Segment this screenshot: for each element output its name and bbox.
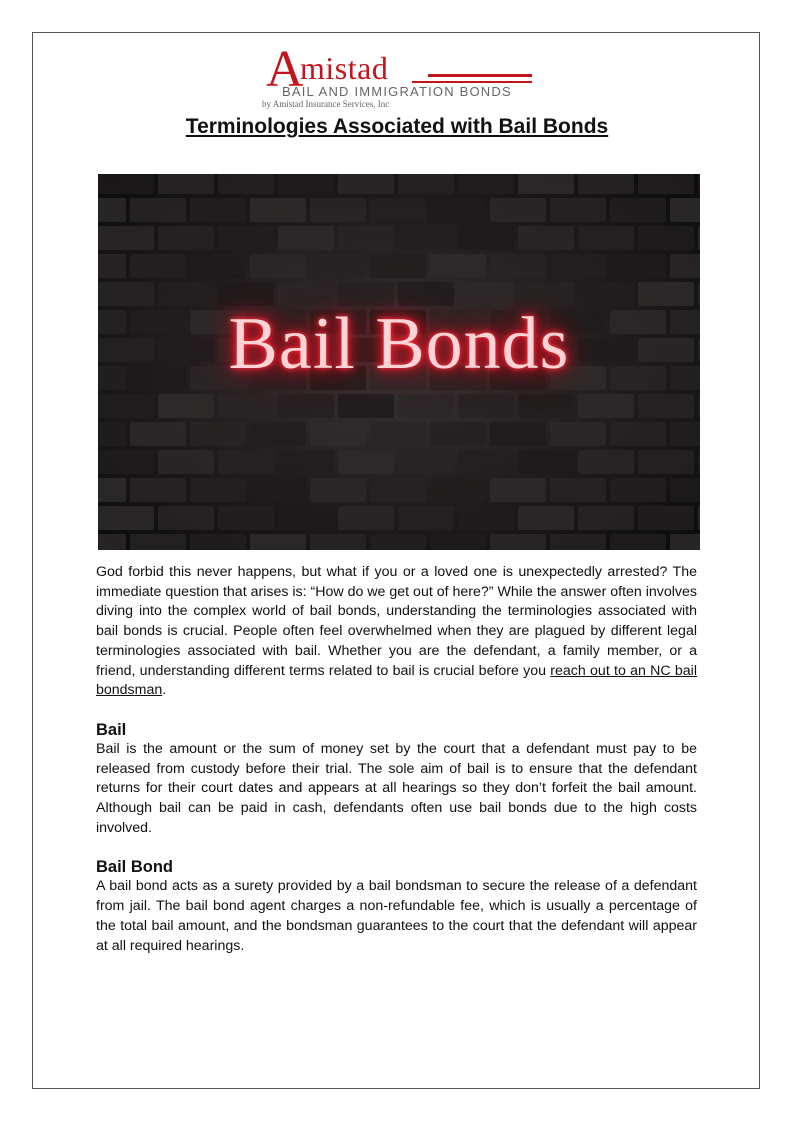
brick [550,254,606,278]
brick [490,254,546,278]
brick [398,506,454,530]
brick [370,422,426,446]
brick [370,198,426,222]
brick [98,198,126,222]
brick [458,394,514,418]
brick [578,450,634,474]
brick [490,422,546,446]
brick [158,226,214,250]
logo-subtitle: BAIL AND IMMIGRATION BONDS [282,84,512,99]
brick [578,394,634,418]
brick [158,450,214,474]
brick [310,534,366,550]
brick [698,226,700,250]
brick [190,534,246,550]
brick [578,506,634,530]
brick [698,174,700,194]
brick [398,450,454,474]
brick [370,478,426,502]
brick [670,422,700,446]
brick [190,422,246,446]
brick [218,226,274,250]
brick [518,226,574,250]
brick [638,394,694,418]
brick [310,422,366,446]
brick [190,478,246,502]
brick [98,534,126,550]
article-body [96,563,697,956]
brick [338,226,394,250]
brick [218,174,274,194]
brick [338,450,394,474]
brick [98,506,154,530]
brick [370,254,426,278]
brick [578,226,634,250]
brick [670,198,700,222]
brick [670,534,700,550]
brick [190,254,246,278]
amistad-logo[interactable] [262,41,534,112]
logo-initial: A [266,41,304,98]
brick [98,450,154,474]
brick [518,174,574,194]
brick [638,450,694,474]
brick [550,198,606,222]
brick [278,394,334,418]
section-heading-bail: Bail [96,720,127,739]
brick [278,450,334,474]
brick [398,394,454,418]
brick [550,422,606,446]
brick [458,450,514,474]
brick [638,506,694,530]
brick [98,394,154,418]
brick [370,534,426,550]
brick [278,226,334,250]
logo-wordmark: mistad [300,50,389,86]
brick [518,394,574,418]
brick [250,478,306,502]
bondsman-link[interactable]: reach out to an NC bail bondsman [96,662,697,699]
brick [130,478,186,502]
brick [490,534,546,550]
intro-paragraph [96,563,697,701]
brick [490,198,546,222]
brick [190,198,246,222]
brick [458,226,514,250]
brick [610,534,666,550]
brick [698,506,700,530]
brick [610,478,666,502]
brick [250,254,306,278]
logo-byline: by Amistad Insurance Services, Inc [262,99,390,109]
brick [698,394,700,418]
brick [98,478,126,502]
brick [338,394,394,418]
brick [338,506,394,530]
brick [638,226,694,250]
brick [398,226,454,250]
brick [430,198,486,222]
section-body-bail-bond: A bail bond acts as a surety provided by a bail bondsman to secure the release of a defendant from jail. The bail bond agent charges a non-refundable fee, which is usually a percentage of the total bail amount, and the bondsman guarantees to the court that the defendant will appear at all required hearings. [96,878,697,954]
brick [218,394,274,418]
brick [458,506,514,530]
brick [518,450,574,474]
neon-sign-text: Bail Bonds [228,303,570,385]
brick [610,254,666,278]
brick [430,254,486,278]
brick [250,198,306,222]
brick [98,254,126,278]
section-body-bail: Bail is the amount or the sum of money set by the court that a defendant must pay to be released from custody before their trial. The sole aim of bail is to ensure that the defendant returns for their court dates and appears at all hearings so they don’t forfeit the bail amount. Although bail can be paid in cash, defendants often use bail bonds due to the high costs involved. [96,740,697,836]
brick [698,450,700,474]
brick [550,478,606,502]
brick [278,174,334,194]
section-heading-bail-bond: Bail Bond [96,858,173,877]
brick [458,174,514,194]
intro-end: . [162,682,167,699]
brick [98,174,154,194]
brick [310,254,366,278]
brick [130,534,186,550]
brick [490,478,546,502]
brick [638,174,694,194]
logo-rule-top [428,74,532,77]
brick [338,174,394,194]
brick [550,534,606,550]
brick [670,478,700,502]
brick [130,198,186,222]
brick [430,534,486,550]
brick [98,226,154,250]
page-title: Terminologies Associated with Bail Bonds [185,115,609,138]
brick [430,422,486,446]
brick [518,506,574,530]
brick [310,478,366,502]
brick [310,198,366,222]
brick [670,254,700,278]
brick [398,174,454,194]
brick [278,506,334,530]
brick [578,174,634,194]
brick [158,506,214,530]
brick [610,422,666,446]
brick [130,422,186,446]
brick [610,198,666,222]
brick [430,478,486,502]
brick [98,422,126,446]
brick [250,534,306,550]
logo-rule-bottom [412,81,532,83]
brick [218,506,274,530]
brick [158,394,214,418]
brick [158,174,214,194]
hero-image [98,174,700,550]
intro-text: God forbid this never happens, but what if you or a loved one is unexpectedly arrested? The immediate question that arises is: “How do we get out of here?” While the answer often involves diving into the complex world of bail bonds, understanding the terminologies associated with bail bonds is crucial. People often feel overwhelmed when they are plagued by different legal terminologies associated with bail. Whether you are the defendant, a family member, or a friend, understanding different terms related to bail is crucial before you [96,564,697,679]
brick [130,254,186,278]
brick [250,422,306,446]
brick [218,450,274,474]
